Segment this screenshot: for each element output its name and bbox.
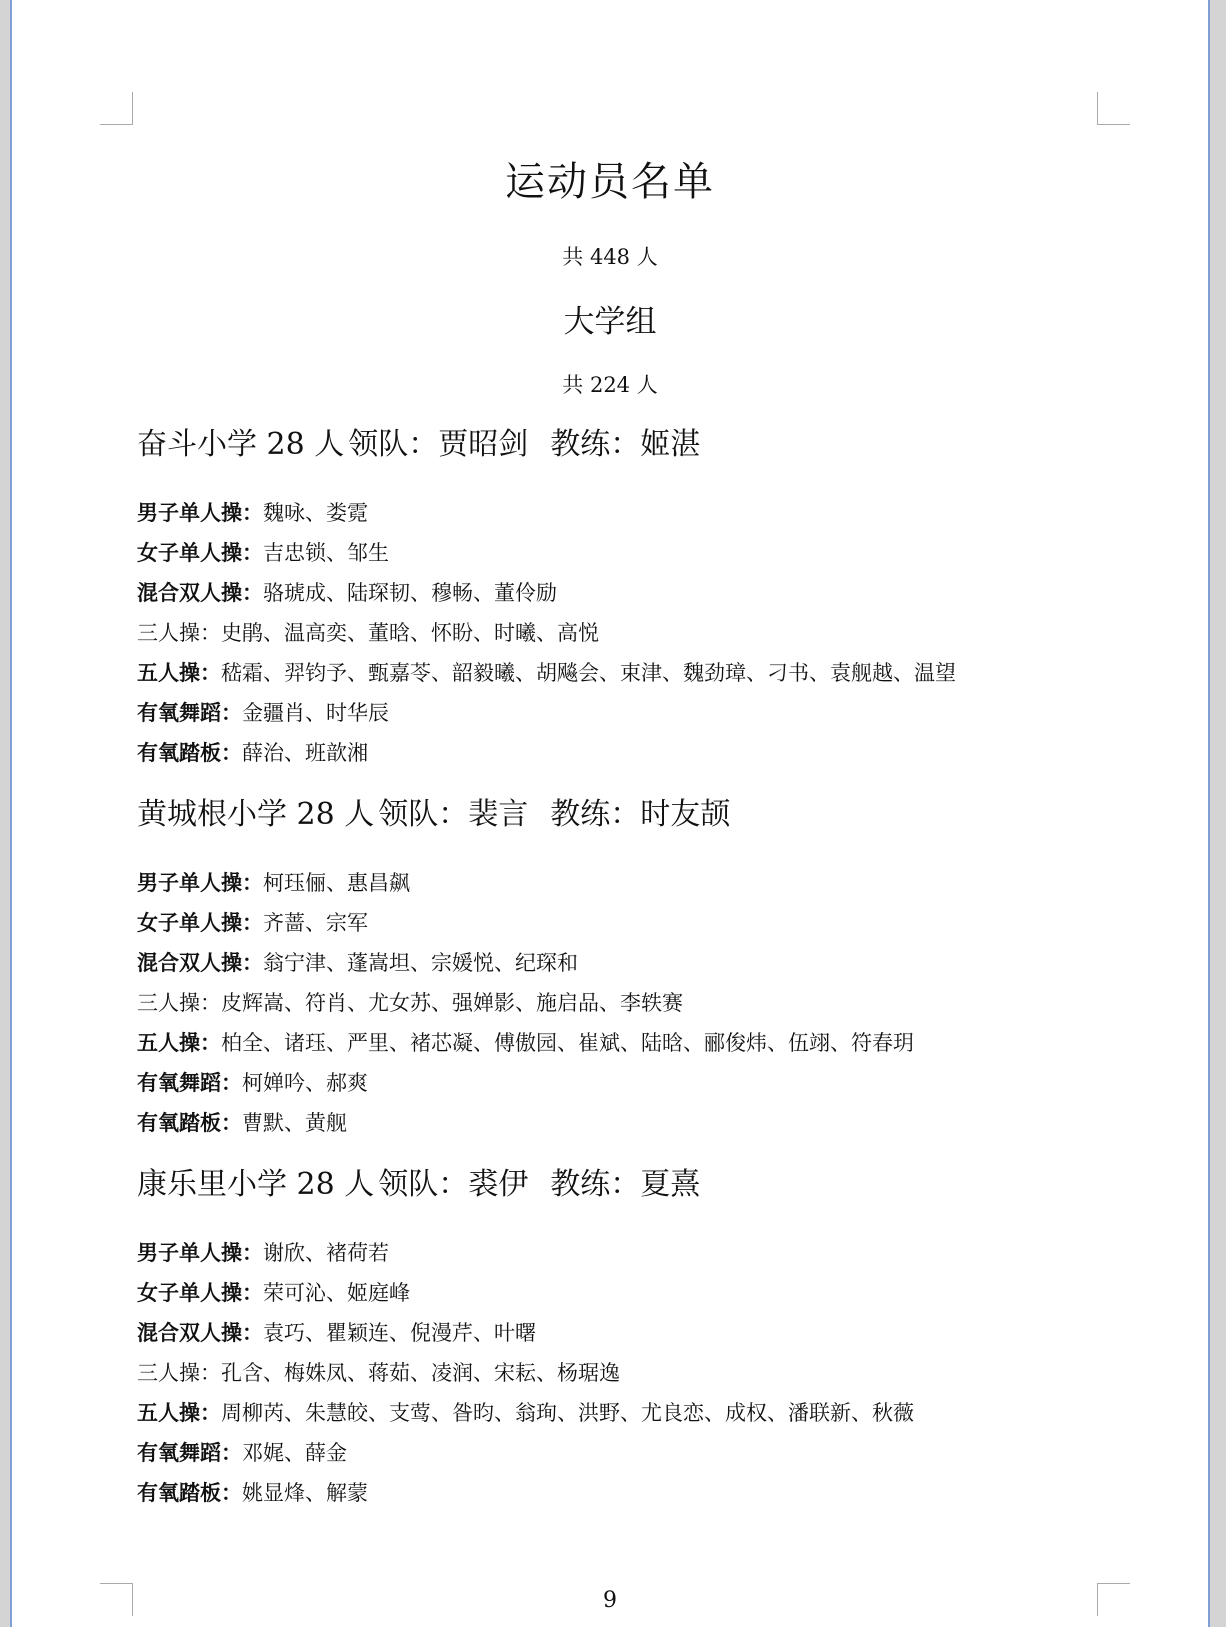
event-row	[137, 533, 1097, 573]
event-athletes: 谢欣、褚荷若	[263, 1241, 389, 1265]
event-row	[137, 1273, 1097, 1313]
group-total: 共 224 人	[562, 373, 658, 397]
event-row	[137, 1103, 1097, 1143]
event-row	[137, 903, 1097, 943]
event-athletes: 邓娓、薛金	[242, 1441, 347, 1465]
event-athletes: 吉忠锁、邹生	[263, 541, 389, 565]
event-athletes: 荣可沁、姬庭峰	[263, 1281, 410, 1305]
event-athletes: 骆琥成、陆琛韧、穆畅、董伶励	[263, 581, 557, 605]
event-athletes: 薛治、班歆湘	[242, 741, 368, 765]
event-row	[137, 1473, 1097, 1513]
overall-total: 共 448 人	[562, 245, 658, 269]
event-row	[137, 943, 1097, 983]
event-label: 有氧踏板：	[137, 1110, 242, 1135]
event-label: 混合双人操：	[137, 950, 263, 975]
school-leader: 领队：裴言	[378, 797, 529, 832]
event-row	[137, 653, 1097, 693]
event-label: 三人操：	[137, 991, 221, 1015]
event-row	[137, 693, 1097, 733]
event-label: 五人操：	[137, 660, 221, 685]
event-label: 有氧舞蹈：	[137, 1070, 242, 1095]
event-athletes: 齐蔷、宗军	[263, 911, 368, 935]
event-athletes: 周柳芮、朱慧皎、支莺、昝昀、翁珣、洪野、尤良恋、成权、潘联新、秋薇	[221, 1401, 914, 1425]
school-heading	[137, 1163, 1097, 1207]
event-label: 女子单人操：	[137, 910, 263, 935]
event-row	[137, 1393, 1097, 1433]
school-name: 奋斗小学 28 人	[137, 427, 345, 462]
event-row	[137, 1433, 1097, 1473]
event-athletes: 史鹃、温高奕、董晗、怀盼、时曦、高悦	[221, 621, 599, 645]
event-label: 五人操：	[137, 1030, 221, 1055]
event-athletes: 孔含、梅姝凤、蒋茹、凌润、宋耘、杨琚逸	[221, 1361, 620, 1385]
event-athletes: 袁巧、瞿颖连、倪漫芹、叶曙	[263, 1321, 536, 1345]
school-leader: 领队：裘伊	[378, 1167, 529, 1202]
event-label: 女子单人操：	[137, 540, 263, 565]
event-label: 有氧舞蹈：	[137, 700, 242, 725]
event-row	[137, 1023, 1097, 1063]
group-title: 大学组	[563, 304, 657, 340]
event-athletes: 柯婵吟、郝爽	[242, 1071, 368, 1095]
school-coach: 教练：时友颉	[550, 797, 731, 832]
event-row	[137, 1353, 1097, 1393]
event-athletes: 金疆肖、时华辰	[242, 701, 389, 725]
school-heading	[137, 423, 1097, 467]
school-name: 康乐里小学 28 人	[137, 1167, 375, 1202]
event-row	[137, 983, 1097, 1023]
event-row	[137, 493, 1097, 533]
school-section	[137, 423, 1097, 773]
event-list	[137, 1233, 1097, 1513]
event-athletes: 魏咏、娄霓	[263, 501, 368, 525]
event-athletes: 柏全、诸珏、严里、褚芯凝、傅傲园、崔斌、陆晗、郦俊炜、伍翊、符春玥	[221, 1031, 914, 1055]
school-coach: 教练：姬湛	[550, 427, 701, 462]
school-section	[137, 793, 1097, 1143]
event-label: 男子单人操：	[137, 500, 263, 525]
event-label: 三人操：	[137, 621, 221, 645]
event-row	[137, 1313, 1097, 1353]
event-athletes: 曹默、黄舰	[242, 1111, 347, 1135]
event-label: 女子单人操：	[137, 1280, 263, 1305]
crop-mark-top-left	[100, 92, 133, 125]
event-row	[137, 863, 1097, 903]
event-label: 男子单人操：	[137, 1240, 263, 1265]
event-label: 有氧踏板：	[137, 740, 242, 765]
event-row	[137, 1233, 1097, 1273]
event-row	[137, 1063, 1097, 1103]
event-row	[137, 573, 1097, 613]
page-number: 9	[603, 1588, 617, 1613]
event-label: 三人操：	[137, 1361, 221, 1385]
event-athletes: 柯珏俪、惠昌飙	[263, 871, 410, 895]
document-title: 运动员名单	[505, 159, 715, 205]
school-heading	[137, 793, 1097, 837]
event-list	[137, 863, 1097, 1143]
document-page	[10, 0, 1210, 1627]
event-row	[137, 613, 1097, 653]
event-label: 混合双人操：	[137, 580, 263, 605]
event-label: 有氧舞蹈：	[137, 1440, 242, 1465]
event-row	[137, 733, 1097, 773]
event-label: 混合双人操：	[137, 1320, 263, 1345]
event-athletes: 姚显烽、解蒙	[242, 1481, 368, 1505]
school-section	[137, 1163, 1097, 1513]
school-coach: 教练：夏熹	[550, 1167, 701, 1202]
school-name: 黄城根小学 28 人	[137, 797, 375, 832]
event-list	[137, 493, 1097, 773]
event-athletes: 翁宁津、蓬嵩坦、宗媛悦、纪琛和	[263, 951, 578, 975]
event-label: 有氧踏板：	[137, 1480, 242, 1505]
event-athletes: 嵇霜、羿钧予、甄嘉苓、韶毅曦、胡飚会、束津、魏劲璋、刁书、袁舰越、温望	[221, 661, 956, 685]
event-athletes: 皮辉嵩、符肖、尤女苏、强婵影、施启品、李轶赛	[221, 991, 683, 1015]
crop-mark-top-right	[1097, 92, 1130, 125]
event-label: 男子单人操：	[137, 870, 263, 895]
school-leader: 领队：贾昭剑	[348, 427, 529, 462]
event-label: 五人操：	[137, 1400, 221, 1425]
